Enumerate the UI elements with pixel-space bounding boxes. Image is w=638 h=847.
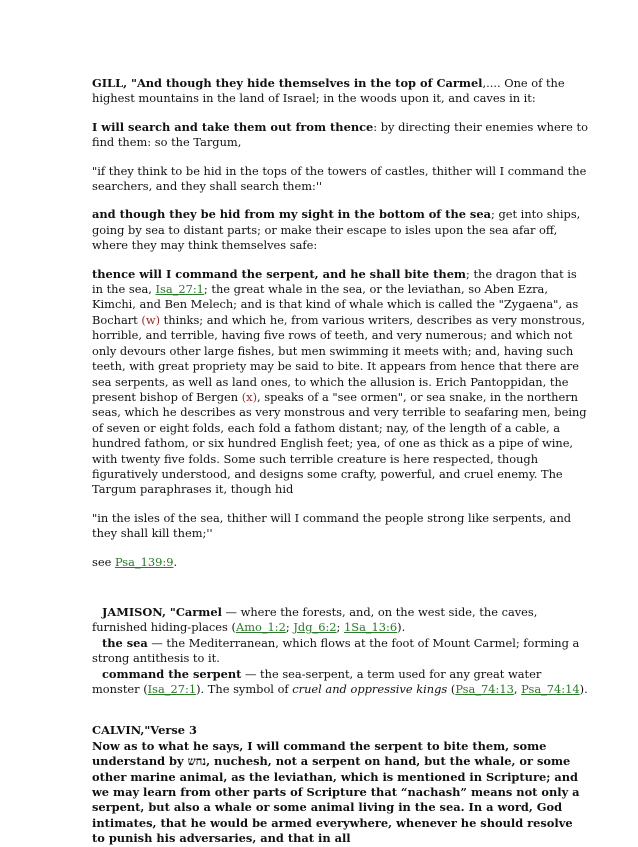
scripture-link-1sa-13-6[interactable]: 1Sa_13:6	[344, 620, 398, 635]
calvin-section	[92, 723, 588, 846]
scripture-link-psa-74-13[interactable]: Psa_74:13	[455, 682, 514, 696]
gill-search-paragraph	[92, 120, 588, 151]
gill-search-text: : by directing their enemies where to find them: so the Targum,	[92, 119, 588, 150]
see-label: see	[92, 554, 115, 569]
gill-intro	[92, 76, 588, 107]
see-end: .	[173, 554, 178, 569]
gill-heading-tail: ,.... One of the highest mountains in the land of Israel; in the woods upon it, and caves in it:	[92, 76, 565, 106]
jamison-italic-phrase: cruel and oppressive kings	[292, 682, 448, 696]
gill-see-also	[92, 555, 588, 570]
scripture-link-isa-27-1-b[interactable]: Isa_27:1	[147, 682, 197, 696]
scripture-link-psa-74-14[interactable]: Psa_74:14	[521, 682, 580, 696]
jamison-serpent	[92, 667, 588, 698]
gill-serpent-paragraph	[92, 267, 588, 498]
gill-targum-quote: "if they think to be hid in the tops of the towers of castles, thither will I command the searchers, and they shall search them:''	[92, 163, 587, 194]
jamison-carmel-text: — where the forests, and, on the west side, the caves, furnished hiding-places (	[92, 604, 538, 635]
sep: ;	[336, 620, 345, 635]
close-paren: ).	[579, 682, 588, 696]
gill-serpent-text-1: ; the dragon that is in the sea,	[92, 266, 577, 297]
gill-serpent-phrase: thence will I command the serpent, and he shall bite them	[92, 266, 466, 281]
gill-sea-phrase: and though they be hid from my sight in the bottom of the sea	[92, 207, 491, 222]
jamison-serpent-phrase: command the serpent	[102, 666, 242, 681]
sep: ;	[285, 620, 294, 635]
jamison-sea-text: — the Mediterranean, which flows at the foot of Mount Carmel; forming a strong antithesis to it.	[92, 635, 580, 666]
jamison-sea-phrase: the sea	[102, 635, 148, 650]
scripture-link-jdg-6-2[interactable]: Jdg_6:2	[293, 620, 337, 635]
section-gap	[92, 697, 588, 723]
gill-serpent-text-4: , speaks of a "see ormen", or sea snake, in the northern seas, which he describes as very monstrous and very terrible to seafaring men, being of seven or eight folds, each fold a fathom distant; nay, of the length of a cable, a hundred fathom, or six hundred English feet; yea, of one as thick as a pipe of wine, with twenty five folds. Some such terrible creature is here respected, though figuratively understood, and designs some crafty, powerful, and cruel enemy. The Targum paraphrases it, though hid	[92, 389, 587, 497]
section-gap	[92, 583, 588, 605]
gill-search-phrase: I will search and take them out from thence	[92, 119, 374, 134]
gill-targum-quote-2: "in the isles of the sea, thither will I command the people strong like serpents, and they shall kill them;''	[92, 510, 572, 541]
jamison-heading: JAMISON, "Carmel	[102, 604, 222, 619]
footnote-x-link[interactable]: (x)	[241, 389, 258, 404]
scripture-link-psa-139-9[interactable]: Psa_139:9	[114, 554, 174, 569]
sep: ,	[513, 682, 522, 696]
jamison-sea	[92, 636, 588, 667]
open-paren: (	[447, 682, 456, 696]
gill-serpent-text-2: ; the great whale in the sea, or the leviathan, so Aben Ezra, Kimchi, and Ben Melech; and is that kind of whale which is called the "Zygaena", as Bochart	[92, 282, 579, 327]
gill-serpent-text-3: thinks; and which he, from various writers, describes as very monstrous, horrible, and terrible, having five rows of teeth, and very numerous; and which not only devours other large fishes, but men swimming it meets with; and, having such teeth, with great propriety may be said to bite. It appears from hence that there are sea serpents, as well as land ones, to which the allusion is. Erich Pantoppidan, the present bishop of Bergen	[92, 312, 586, 404]
scripture-link-amo-1-2[interactable]: Amo_1:2	[235, 620, 286, 635]
calvin-body: Now as to what he says, I will command the serpent to bite them, some understand by נחש, nuchesh, not a serpent on hand, but the whale, or some other marine animal, as the leviathan, which is mentioned in Scripture; and we may learn from other parts of Scripture that “nachash” means not only a serpent, but also a whale or some animal living in the sea. In a word, God intimates, that he would be armed everywhere, whenever he should resolve to punish his adversaries, and that in all	[92, 738, 580, 846]
jamison-serpent-text: — the sea-serpent, a term used for any great water monster (	[92, 666, 542, 696]
jamison-symbol-text: ). The symbol of	[196, 682, 293, 696]
footnote-w-link[interactable]: (w)	[141, 312, 161, 327]
close-paren: ).	[397, 620, 406, 635]
gill-sea-text: ; get into ships, going by sea to distant parts; or make their escape to isles upon the sea afar off, where they may think themselves safe:	[92, 207, 581, 253]
gill-heading: GILL, "And though they hide themselves in the top of Carmel	[92, 76, 483, 90]
gill-sea-paragraph	[92, 207, 588, 253]
calvin-heading: CALVIN,"Verse 3	[92, 723, 197, 738]
scripture-link-isa-27-1[interactable]: Isa_27:1	[155, 282, 204, 297]
jamison-carmel	[92, 605, 588, 636]
